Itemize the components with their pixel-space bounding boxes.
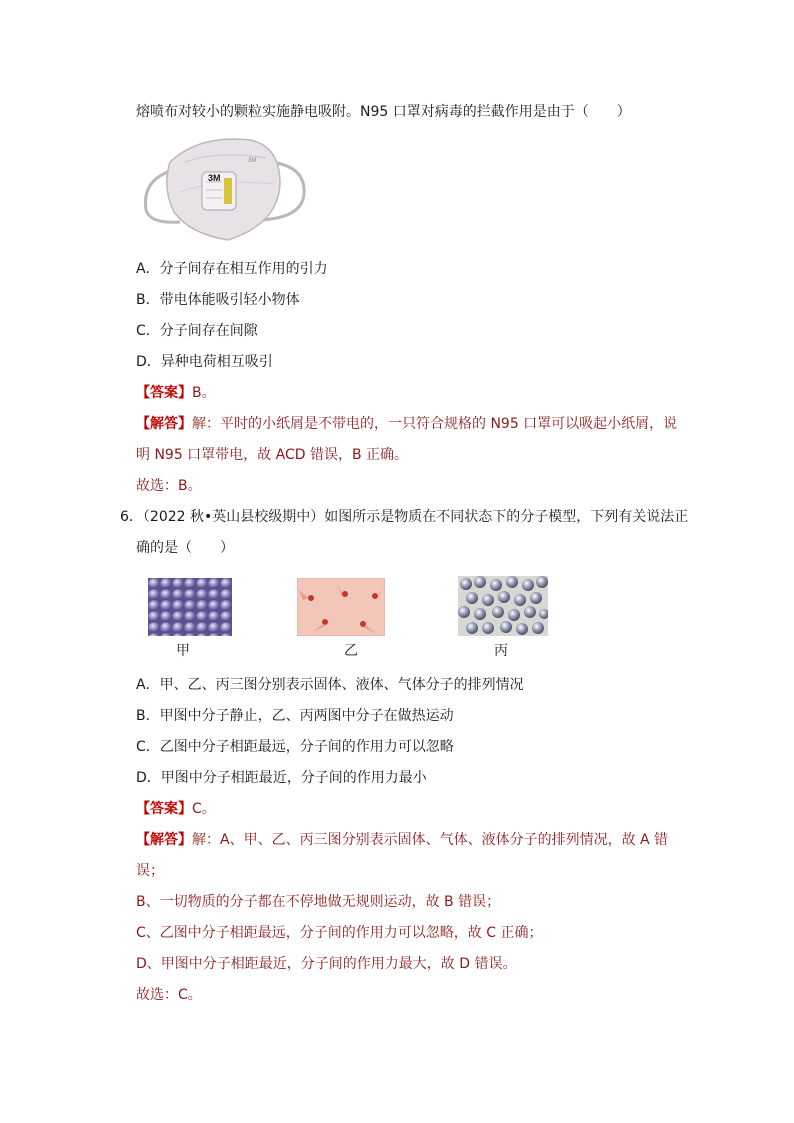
q5-analysis-tag: 【解答】 bbox=[136, 416, 192, 432]
q6-stem-line-2: 确的是（ ） bbox=[136, 540, 234, 556]
q5-option-a: A．分子间存在相互作用的引力 bbox=[136, 261, 328, 277]
gas-molecule-image bbox=[297, 578, 385, 636]
q5-answer bbox=[136, 383, 216, 403]
liquid-molecule-image bbox=[458, 576, 548, 636]
solid-molecule-image bbox=[148, 578, 232, 636]
q6-answer-tag: 【答案】 bbox=[136, 801, 192, 817]
q6-analysis-d: D、甲图中分子相距最近，分子间的作用力最大，故 D 错误。 bbox=[136, 956, 517, 972]
q6-choice: 故选：C。 bbox=[136, 987, 202, 1003]
caption-jia: 甲 bbox=[176, 643, 190, 659]
q5-option-c: C．分子间存在间隙 bbox=[136, 323, 258, 339]
q5-answer-value: B。 bbox=[192, 385, 216, 401]
n95-mask-image bbox=[140, 132, 310, 244]
q5-choice: 故选：B。 bbox=[136, 478, 202, 494]
q6-analysis-line-1 bbox=[136, 830, 668, 850]
q6-option-b: B．甲图中分子静止，乙、丙两图中分子在做热运动 bbox=[136, 708, 454, 724]
q6-stem-line-1: 6．（2022 秋•英山县校级期中）如图所示是物质在不同状态下的分子模型，下列有关说法正 bbox=[120, 509, 689, 525]
q5-analysis-text-1: 解：平时的小纸屑是不带电的，一只符合规格的 N95 口罩可以吸起小纸屑，说 bbox=[192, 416, 678, 432]
caption-yi: 乙 bbox=[344, 643, 358, 659]
q5-option-d: D．异种电荷相互吸引 bbox=[136, 354, 273, 370]
q5-intro: 熔喷布对较小的颗粒实施静电吸附。N95 口罩对病毒的拦截作用是由于（ ） bbox=[136, 104, 631, 120]
q6-answer bbox=[136, 799, 216, 819]
q6-option-d: D．甲图中分子相距最近，分子间的作用力最小 bbox=[136, 770, 427, 786]
q5-option-b: B．带电体能吸引轻小物体 bbox=[136, 292, 300, 308]
q6-option-c: C．乙图中分子相距最远，分子间的作用力可以忽略 bbox=[136, 739, 454, 755]
q6-answer-value: C。 bbox=[192, 801, 216, 817]
q6-option-a: A．甲、乙、丙三图分别表示固体、液体、气体分子的排列情况 bbox=[136, 677, 524, 693]
svg-text:3M: 3M bbox=[248, 158, 257, 164]
q5-answer-tag: 【答案】 bbox=[136, 385, 192, 401]
q6-analysis-text-1: 解：A、甲、乙、丙三图分别表示固体、气体、液体分子的排列情况，故 A 错 bbox=[192, 832, 669, 848]
q6-analysis-b: B、一切物质的分子都在不停地做无规则运动，故 B 错误； bbox=[136, 894, 501, 910]
q6-analysis-c: C、乙图中分子相距最远，分子间的作用力可以忽略，故 C 正确； bbox=[136, 925, 543, 941]
q5-analysis-text-2: 明 N95 口罩带电，故 ACD 错误，B 正确。 bbox=[136, 447, 409, 463]
q5-analysis-line-1 bbox=[136, 414, 677, 434]
caption-bing: 丙 bbox=[494, 643, 508, 659]
svg-text:3M: 3M bbox=[208, 173, 221, 183]
q6-analysis-text-2: 误； bbox=[136, 863, 164, 879]
q6-analysis-tag: 【解答】 bbox=[136, 832, 192, 848]
